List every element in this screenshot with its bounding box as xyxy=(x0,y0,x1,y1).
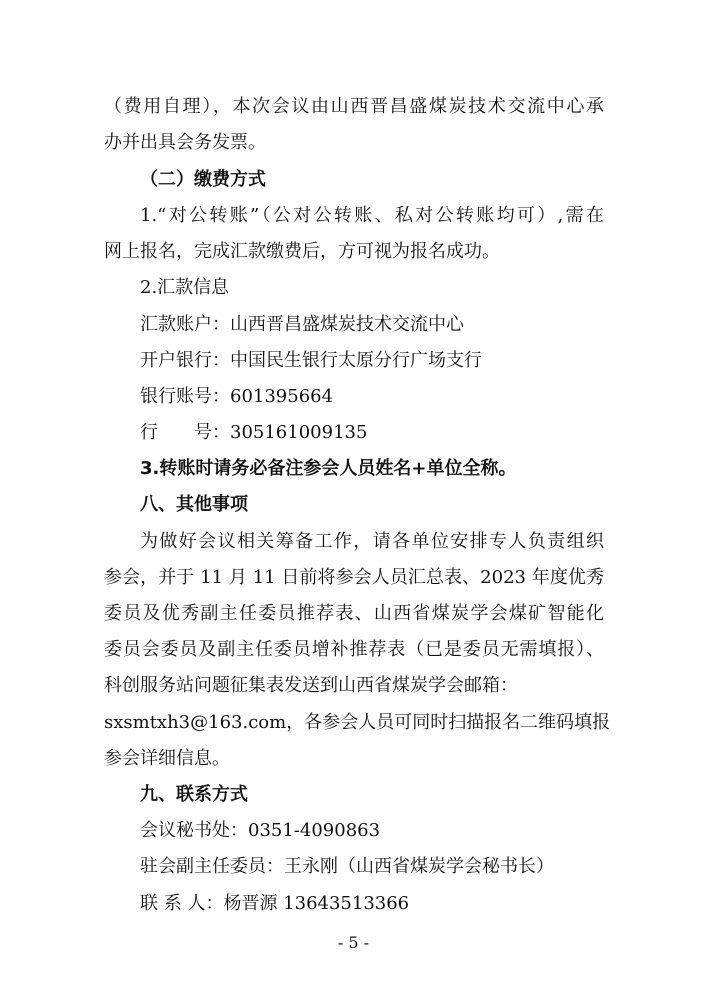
bank-code: 行 号：305161009135 xyxy=(140,422,368,443)
intro-line-2: 办并出具会务发票。 xyxy=(104,132,266,153)
section8-line-5: 科创服务站问题征集表发送到山西省煤炭学会邮箱： xyxy=(104,675,518,696)
account-number: 银行账号：601395664 xyxy=(140,386,334,407)
section8-line-6: sxsmtxh3@163.com，各参会人员可同时扫描报名二维码填报 xyxy=(104,712,611,733)
section8-heading: 八、其他事项 xyxy=(140,494,248,515)
intro-line-1: （费用自理），本次会议由山西晋昌盛煤炭技术交流中心承 xyxy=(104,96,604,117)
payment-item1-line-1: 1.“对公转账”（公对公转账、私对公转账均可）,需在 xyxy=(140,205,604,226)
vice-director: 驻会副主任委员：王永刚（山西省煤炭学会秘书长） xyxy=(140,856,554,877)
section8-line-4: 委员会委员及副主任委员增补推荐表（已是委员无需填报）、 xyxy=(104,639,604,660)
section8-line-1: 为做好会议相关筹备工作，请各单位安排专人负责组织 xyxy=(140,531,604,552)
account-name: 汇款账户：山西晋昌盛煤炭技术交流中心 xyxy=(140,314,464,335)
section9-heading: 九、联系方式 xyxy=(140,784,248,805)
section8-line-2: 参会，并于 11 月 11 日前将参会人员汇总表、2023 年度优秀 xyxy=(104,567,604,588)
payment-item1-line-2: 网上报名，完成汇款缴费后，方可视为报名成功。 xyxy=(104,241,500,262)
payment-item2-title: 2.汇款信息 xyxy=(140,277,230,298)
page-number: - 5 - xyxy=(337,933,370,952)
transfer-note: 3.转账时请务必备注参会人员姓名+单位全称。 xyxy=(140,458,517,479)
section8-line-3: 委员及优秀副主任委员推荐表、山西省煤炭学会煤矿智能化 xyxy=(104,603,604,624)
secretariat-phone: 会议秘书处：0351-4090863 xyxy=(140,820,381,841)
contact-person: 联 系 人：杨晋源 13643513366 xyxy=(140,893,410,914)
section8-line-7: 参会详细信息。 xyxy=(104,748,230,769)
payment-heading: （二）缴费方式 xyxy=(140,169,266,190)
bank-name: 开户银行：中国民生银行太原分行广场支行 xyxy=(140,350,482,371)
